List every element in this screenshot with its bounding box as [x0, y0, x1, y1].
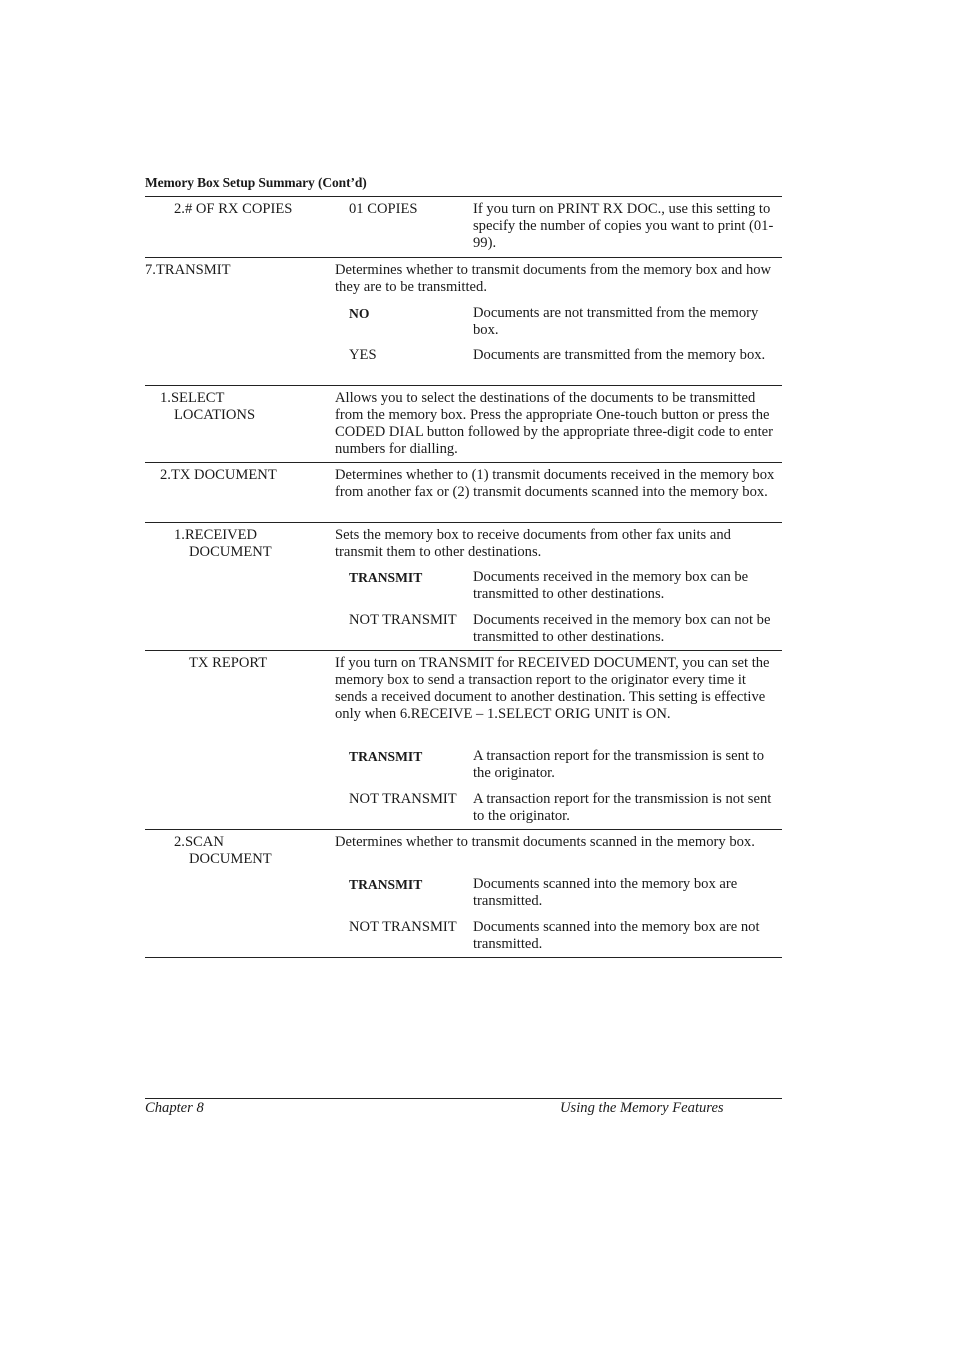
table-row	[145, 830, 782, 958]
setting-name: DOCUMENT	[189, 851, 272, 867]
setting-name: 1.SELECT	[160, 390, 225, 406]
table-row	[145, 258, 782, 386]
setting-description: Allows you to select the destinations of the documents to be transmitted from the memory box. Press the appropriate One-touch button or press the CODED DIAL button followed by the appropriate three-digit code to enter numbers for dialling.	[335, 390, 773, 457]
option-key: NO	[349, 306, 370, 321]
setting-name: 1.RECEIVED	[174, 527, 258, 543]
option-text: A transaction report for the transmission is sent to the originator.	[473, 748, 765, 781]
setting-name: 2.SCAN	[174, 834, 224, 850]
footer-rule	[145, 1098, 782, 1099]
footer-chapter: Chapter 8	[145, 1100, 204, 1116]
option-key: TRANSMIT	[349, 749, 423, 764]
page-title: Memory Box Setup Summary (Cont’d)	[145, 175, 367, 190]
footer-section-title: Using the Memory Features	[560, 1100, 724, 1116]
option-text: Documents received in the memory box can be transmitted to other destinations.	[473, 569, 749, 602]
setting-name: DOCUMENT	[189, 544, 272, 560]
setting-description: Sets the memory box to receive documents from other fax units and transmit them to other destinations.	[335, 527, 731, 560]
setting-name: 7.TRANSMIT	[145, 262, 231, 278]
option-key: NOT TRANSMIT	[349, 919, 457, 935]
setting-name: 2.TX DOCUMENT	[160, 467, 277, 483]
option-key: NOT TRANSMIT	[349, 791, 457, 807]
setting-name: 2.# OF RX COPIES	[174, 201, 293, 217]
setting-description: If you turn on TRANSMIT for RECEIVED DOCUMENT, you can set the memory box to send a transaction report to the originator every time it sends a received document to another destination. This setting is effective only when 6.RECEIVE – 1.SELECT ORIG UNIT is ON.	[335, 655, 770, 722]
setting-name: LOCATIONS	[174, 407, 256, 423]
table-row	[145, 651, 782, 830]
option-key: TRANSMIT	[349, 877, 423, 892]
option-text: Documents received in the memory box can not be transmitted to other destinations.	[473, 612, 771, 645]
table-row	[145, 386, 782, 463]
setting-description: Determines whether to (1) transmit documents received in the memory box from another fax or (2) transmit documents scanned into the memory box.	[335, 467, 775, 500]
option-text: Documents are not transmitted from the memory box.	[473, 305, 759, 338]
option-text: Documents scanned into the memory box are not transmitted.	[473, 919, 760, 952]
setup-summary-table	[145, 196, 782, 958]
table-row	[145, 523, 782, 651]
option-key: NOT TRANSMIT	[349, 612, 457, 628]
setting-description: Determines whether to transmit documents from the memory box and how they are to be transmitted.	[335, 262, 772, 295]
table-row	[145, 197, 782, 258]
option-text: Documents are transmitted from the memory box.	[473, 347, 766, 363]
setting-description: Determines whether to transmit documents scanned in the memory box.	[335, 834, 755, 850]
table-row	[145, 463, 782, 523]
option-text: Documents scanned into the memory box are transmitted.	[473, 876, 738, 909]
option-key: TRANSMIT	[349, 570, 423, 585]
option-key: 01 COPIES	[349, 201, 418, 217]
option-text: A transaction report for the transmission is not sent to the originator.	[473, 791, 772, 824]
setting-name: TX REPORT	[189, 655, 268, 671]
option-text: If you turn on PRINT RX DOC., use this setting to specify the number of copies you want to print (01-99).	[473, 201, 774, 251]
option-key: YES	[349, 347, 377, 363]
